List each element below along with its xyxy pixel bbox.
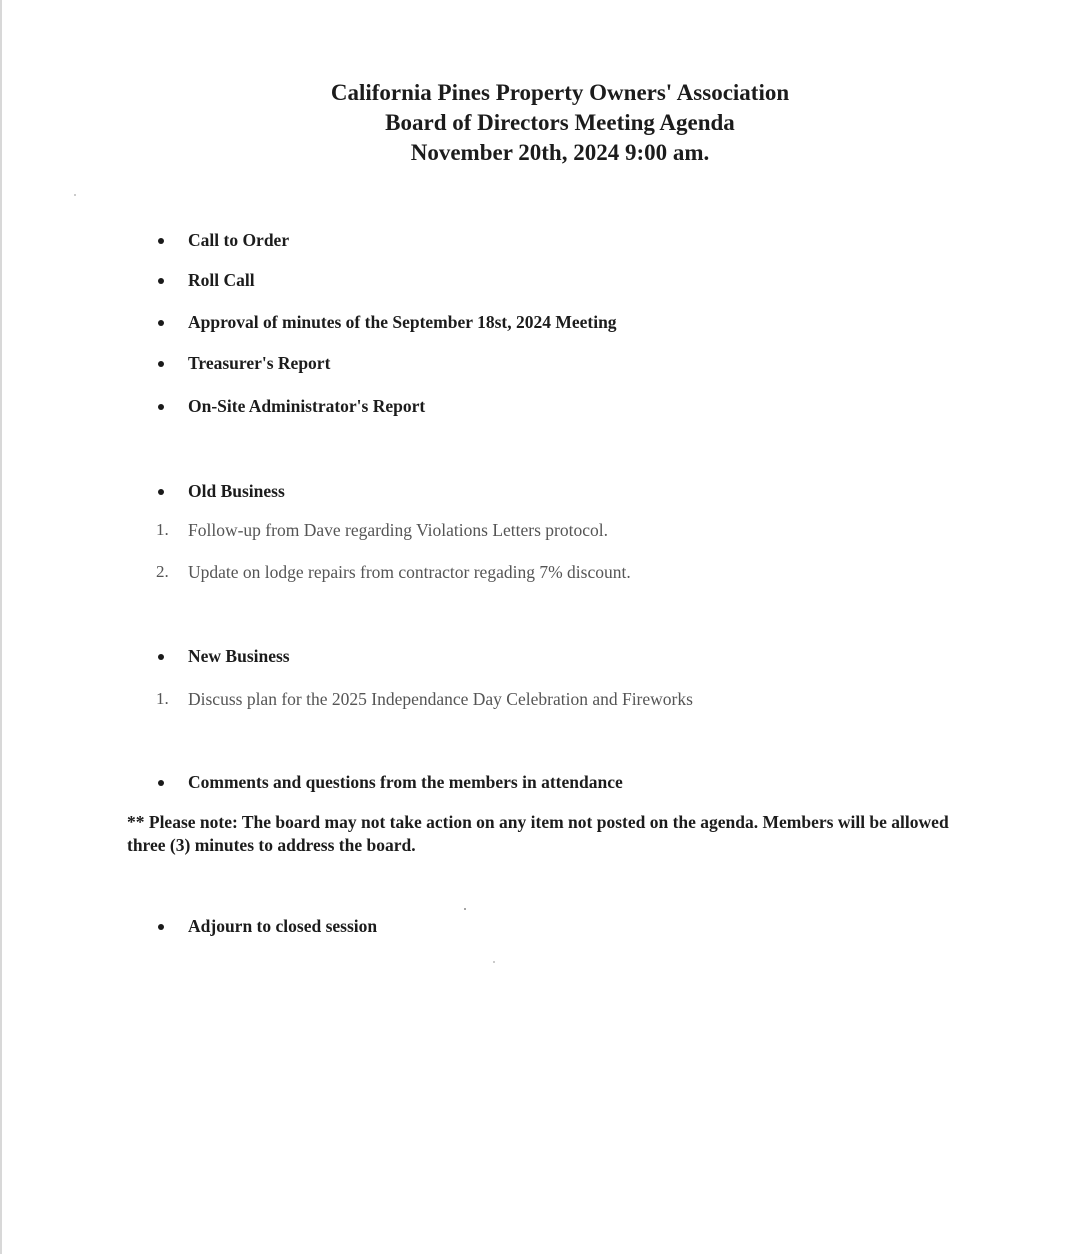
board-note: ** Please note: The board may not take action on any item not posted on the agenda. Members will be allowed three (3) minutes to address the board.: [127, 812, 949, 855]
scan-speck: [493, 961, 495, 963]
meeting-date: November 20th, 2024 9:00 am.: [410, 140, 710, 165]
meeting-title: Board of Directors Meeting Agenda: [385, 110, 735, 135]
org-name: California Pines Property Owners' Association: [330, 80, 790, 105]
item-text: Update on lodge repairs from contractor regading 7% discount.: [188, 562, 631, 582]
section-title: Old Business: [188, 481, 285, 501]
page-edge: [0, 0, 2, 1254]
bullet: [158, 780, 164, 786]
bullet: [158, 361, 164, 367]
agenda-item-label: Call to Order: [188, 230, 290, 250]
agenda-item-label: Comments and questions from the members in attendance: [188, 772, 623, 792]
agenda-item-label: Adjourn to closed session: [188, 916, 378, 936]
bullet: [158, 238, 164, 244]
item-text: Follow-up from Dave regarding Violations Letters protocol.: [188, 520, 608, 540]
bullet: [158, 278, 164, 284]
agenda-item-label: Approval of minutes of the September 18st, 2024 Meeting: [188, 312, 617, 332]
item-text: Discuss plan for the 2025 Independance Day Celebration and Fireworks: [188, 689, 693, 709]
scan-speck: [464, 908, 466, 910]
bullet: [158, 489, 164, 495]
bullet: [158, 404, 164, 410]
scan-speck: [74, 194, 76, 196]
agenda-header: [0, 78, 1080, 168]
bullet: [158, 924, 164, 930]
section-title: New Business: [188, 646, 290, 666]
item-number: 1.: [156, 689, 169, 708]
agenda-item-label: On-Site Administrator's Report: [188, 396, 426, 416]
bullet: [158, 320, 164, 326]
item-number: 1.: [156, 520, 169, 539]
agenda-item-label: Treasurer's Report: [188, 353, 331, 373]
bullet: [158, 654, 164, 660]
agenda-item-label: Roll Call: [188, 270, 255, 290]
item-number: 2.: [156, 562, 169, 581]
